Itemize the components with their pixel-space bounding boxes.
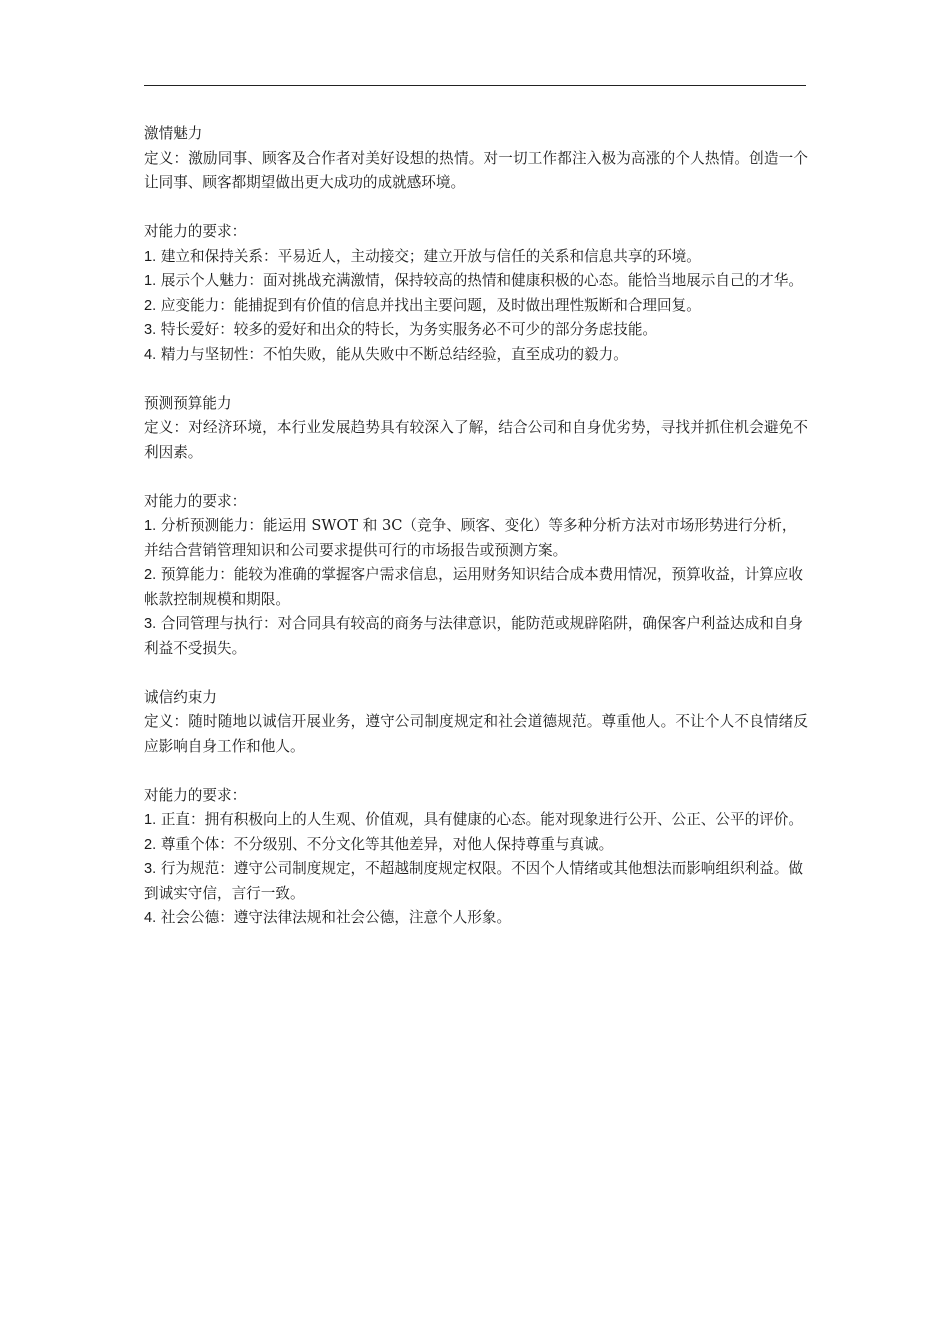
section-title: 诚信约束力 [144,688,217,706]
section-title: 激情魅力 [144,125,203,142]
item-number: 2. [144,297,157,314]
section-definition: 定义：随时随地以诚信开展业务，遵守公司制度规定和社会道德规范。尊重他人。不让个人不良情绪反应影响自身工作和他人。 [144,713,808,755]
requirement-item [144,269,808,294]
item-number: 4. [144,910,157,926]
requirement-item [144,294,808,319]
section-integrity [144,686,808,931]
section-passion-charm [144,122,808,367]
item-text: 社会公德：遵守法律法规和社会公德，注意个人形象。 [160,909,512,926]
item-text: 行为规范：遵守公司制度规定，不超越制度规定权限。不因个人情绪或其他想法而影响组织利益。做到诚实守信，言行一致。 [144,860,803,902]
item-text: 特长爱好：较多的爱好和出众的特长，为务实服务必不可少的部分务虑技能。 [160,321,658,338]
section-title: 预测预算能力 [144,394,232,412]
requirement-item [144,514,808,563]
section-forecast-budget [144,392,808,662]
requirement-item [144,318,808,343]
section-definition: 定义：对经济环境，本行业发展趋势具有较深入了解，结合公司和自身优劣势，寻找并抓住机会避免不利因素。 [144,419,808,461]
item-number: 2. [144,567,157,583]
item-number: 1. [144,518,157,534]
requirement-item [144,833,808,858]
item-text: 展示个人魅力：面对挑战充满激情，保持较高的热情和健康积极的心态。能恰当地展示自己的才华。 [160,272,803,289]
requirement-item [144,857,808,906]
item-text: 正直：拥有积极向上的人生观、价值观，具有健康的心态。能对现象进行公开、公正、公平的评价。 [160,811,803,828]
item-number: 2. [144,836,157,853]
requirements-heading: 对能力的要求： [144,786,247,804]
item-number: 1. [144,248,157,265]
item-text: 预算能力：能较为准确的掌握客户需求信息，运用财务知识结合成本费用情况，预算收益，计算应收帐款控制规模和期限。 [144,566,803,608]
item-number: 3. [144,322,157,338]
document-body [144,122,808,955]
item-text: 精力与坚韧性：不怕失败，能从失败中不断总结经验，直至成功的毅力。 [160,345,628,363]
item-number: 3. [144,861,157,877]
item-number: 4. [144,346,157,363]
item-number: 1. [144,273,157,289]
requirement-item [144,245,808,270]
header-rule [144,85,806,86]
item-number: 3. [144,616,157,632]
item-text: 建立和保持关系：平易近人，主动接交；建立开放与信任的关系和信息共享的环境。 [160,247,701,265]
item-text: 尊重个体：不分级别、不分文化等其他差异，对他人保持尊重与真诚。 [160,835,614,853]
requirement-item [144,563,808,612]
requirements-heading: 对能力的要求： [144,492,247,510]
item-text: 分析预测能力：能运用 SWOT 和 3C（竞争、顾客、变化）等多种分析方法对市场形势进行分析，并结合营销管理知识和公司要求提供可行的市场报告或预测方案。 [144,517,797,559]
requirements-heading: 对能力的要求： [144,223,247,240]
section-definition: 定义：激励同事、顾客及合作者对美好设想的热情。对一切工作都注入极为高涨的个人热情。创造一个让同事、顾客都期望做出更大成功的成就感环境。 [144,149,808,191]
requirement-item [144,808,808,833]
requirement-item [144,612,808,661]
requirement-item [144,906,808,931]
item-text: 应变能力：能捕捉到有价值的信息并找出主要问题，及时做出理性叛断和合理回复。 [160,296,701,314]
item-number: 1. [144,812,157,828]
requirement-item [144,343,808,368]
item-text: 合同管理与执行：对合同具有较高的商务与法律意识，能防范或规辟陷阱，确保客户利益达成和自身利益不受损失。 [144,615,803,657]
